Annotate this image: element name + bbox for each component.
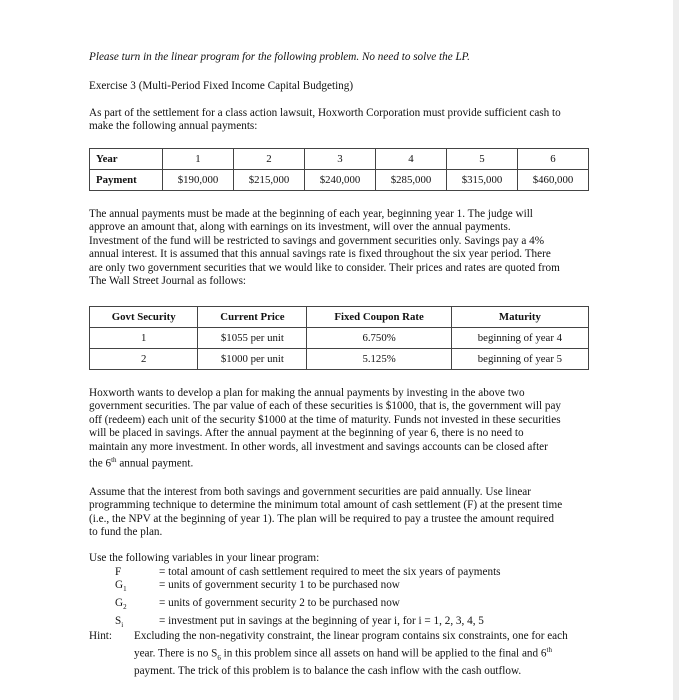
variable-symbol: G (115, 597, 124, 610)
column-header: Govt Security (90, 307, 198, 328)
column-header: Maturity (451, 307, 588, 328)
table-cell: 2 (234, 149, 305, 170)
table-cell: $315,000 (447, 170, 518, 191)
variable-definition: = units of government security 2 to be purchased now (159, 597, 400, 610)
table-cell: 2 (90, 349, 198, 370)
row-header: Year (90, 149, 163, 170)
table-cell: $190,000 (163, 170, 234, 191)
text-line: are only two government securities that we would like to consider. Their prices and rates are quoted from (89, 261, 560, 274)
table-cell: 1 (90, 328, 198, 349)
table-row (90, 349, 589, 370)
text-line (134, 644, 568, 666)
variables-list (89, 552, 501, 633)
row-header: Payment (90, 170, 163, 191)
superscript: th (546, 645, 552, 654)
variable-definition: = total amount of cash settlement required to meet the six years of payments (159, 565, 501, 578)
text: annual payment. (116, 457, 194, 470)
text-line: Hoxworth wants to develop a plan for making the annual payments by investing in the above two (89, 387, 525, 399)
text-line: to fund the plan. (89, 526, 163, 539)
hint-label: Hint: (89, 630, 112, 642)
variable-definition: = investment put in savings at the beginning of year i, for i = 1, 2, 3, 4, 5 (159, 614, 484, 627)
text-line: Assume that the interest from both savings and government securities are paid annually. Use linear (89, 486, 531, 498)
column-header: Fixed Coupon Rate (307, 307, 451, 328)
table-cell: beginning of year 5 (451, 349, 588, 370)
text-line: will be placed in savings. After the annual payment at the beginning of year 6, there is no need to (89, 427, 524, 440)
superscript: th (111, 456, 117, 465)
variables-intro: Use the following variables in your linear program: (89, 552, 320, 564)
variable-item (89, 579, 501, 597)
subscript: 2 (123, 603, 127, 612)
table-cell: $215,000 (234, 170, 305, 191)
payments-table (89, 148, 589, 191)
variable-definition: = units of government security 1 to be purchased now (159, 579, 400, 592)
table-cell: 6.750% (307, 328, 451, 349)
table-cell: 4 (376, 149, 447, 170)
variable-symbol: F (115, 565, 122, 578)
text-line (89, 454, 599, 471)
text-line: approve an amount that, along with earnings on its investment, will over the annual payments. (89, 221, 511, 234)
text-line: off (redeem) each unit of the security $1000 at the time of maturity. Funds not invested in these securities (89, 413, 561, 426)
text-line: government securities. The par value of each of these securities is $1000, that is, the government will pay (89, 400, 562, 413)
text-line: Investment of the fund will be restricted to savings and government securities only. Savings pay a 4% (89, 234, 545, 247)
text-line: Excluding the non-negativity constraint, the linear program contains six constraints, one for each (134, 630, 568, 642)
paragraph-3 (89, 387, 599, 471)
paragraph-2 (89, 208, 599, 288)
table-cell: $1055 per unit (198, 328, 307, 349)
subscript: i (121, 621, 124, 630)
text: the 6 (89, 457, 112, 470)
table-cell: $285,000 (376, 170, 447, 191)
table-cell: $1000 per unit (198, 349, 307, 370)
table-cell: 3 (305, 149, 376, 170)
text-line: programming technique to determine the minimum total amount of cash settlement (F) at the present time (89, 499, 563, 512)
text-line: maintain any more investment. In other words, all investment and savings accounts can be closed after (89, 440, 548, 453)
text: in this problem since all assets on hand will be applied to the final and 6 (220, 647, 547, 660)
column-header: Current Price (198, 307, 307, 328)
table-cell: 5 (447, 149, 518, 170)
table-row (90, 149, 589, 170)
table-cell: $460,000 (518, 170, 589, 191)
table-cell: beginning of year 4 (451, 328, 588, 349)
table-row (90, 328, 589, 349)
text-line: The Wall Street Journal as follows: (89, 275, 247, 288)
table-header-row (90, 307, 589, 328)
text-line: As part of the settlement for a class action lawsuit, Hoxworth Corporation must provide sufficient cash to (89, 107, 561, 119)
table-row (90, 170, 589, 191)
text-line: payment. The trick of this problem is to balance the cash inflow with the cash outflow. (134, 665, 522, 678)
subscript: 1 (123, 585, 127, 594)
paragraph-4 (89, 486, 599, 540)
page-edge (673, 0, 679, 700)
subscript: 6 (217, 653, 221, 662)
text: year. There is no S (134, 647, 218, 660)
variable-symbol: S (115, 614, 122, 627)
variable-item (89, 597, 501, 615)
intro-paragraph (89, 107, 599, 134)
hint-text (134, 630, 568, 679)
instruction: Please turn in the linear program for the following problem. No need to solve the LP. (89, 51, 470, 63)
table-cell: $240,000 (305, 170, 376, 191)
table-cell: 1 (163, 149, 234, 170)
variable-item (89, 566, 501, 580)
table-cell: 6 (518, 149, 589, 170)
table-cell: 5.125% (307, 349, 451, 370)
text-line: make the following annual payments: (89, 120, 258, 133)
securities-table (89, 306, 589, 370)
text-line: (i.e., the NPV at the beginning of year 1). The plan will be required to pay a trustee the amount required (89, 512, 554, 525)
text-line: annual interest. It is assumed that this annual savings rate is fixed throughout the six year period. There (89, 248, 551, 261)
variable-symbol: G (115, 579, 124, 592)
exercise-title: Exercise 3 (Multi-Period Fixed Income Capital Budgeting) (89, 80, 354, 92)
hint (89, 630, 568, 679)
text-line: The annual payments must be made at the beginning of each year, beginning year 1. The judge will (89, 208, 533, 220)
